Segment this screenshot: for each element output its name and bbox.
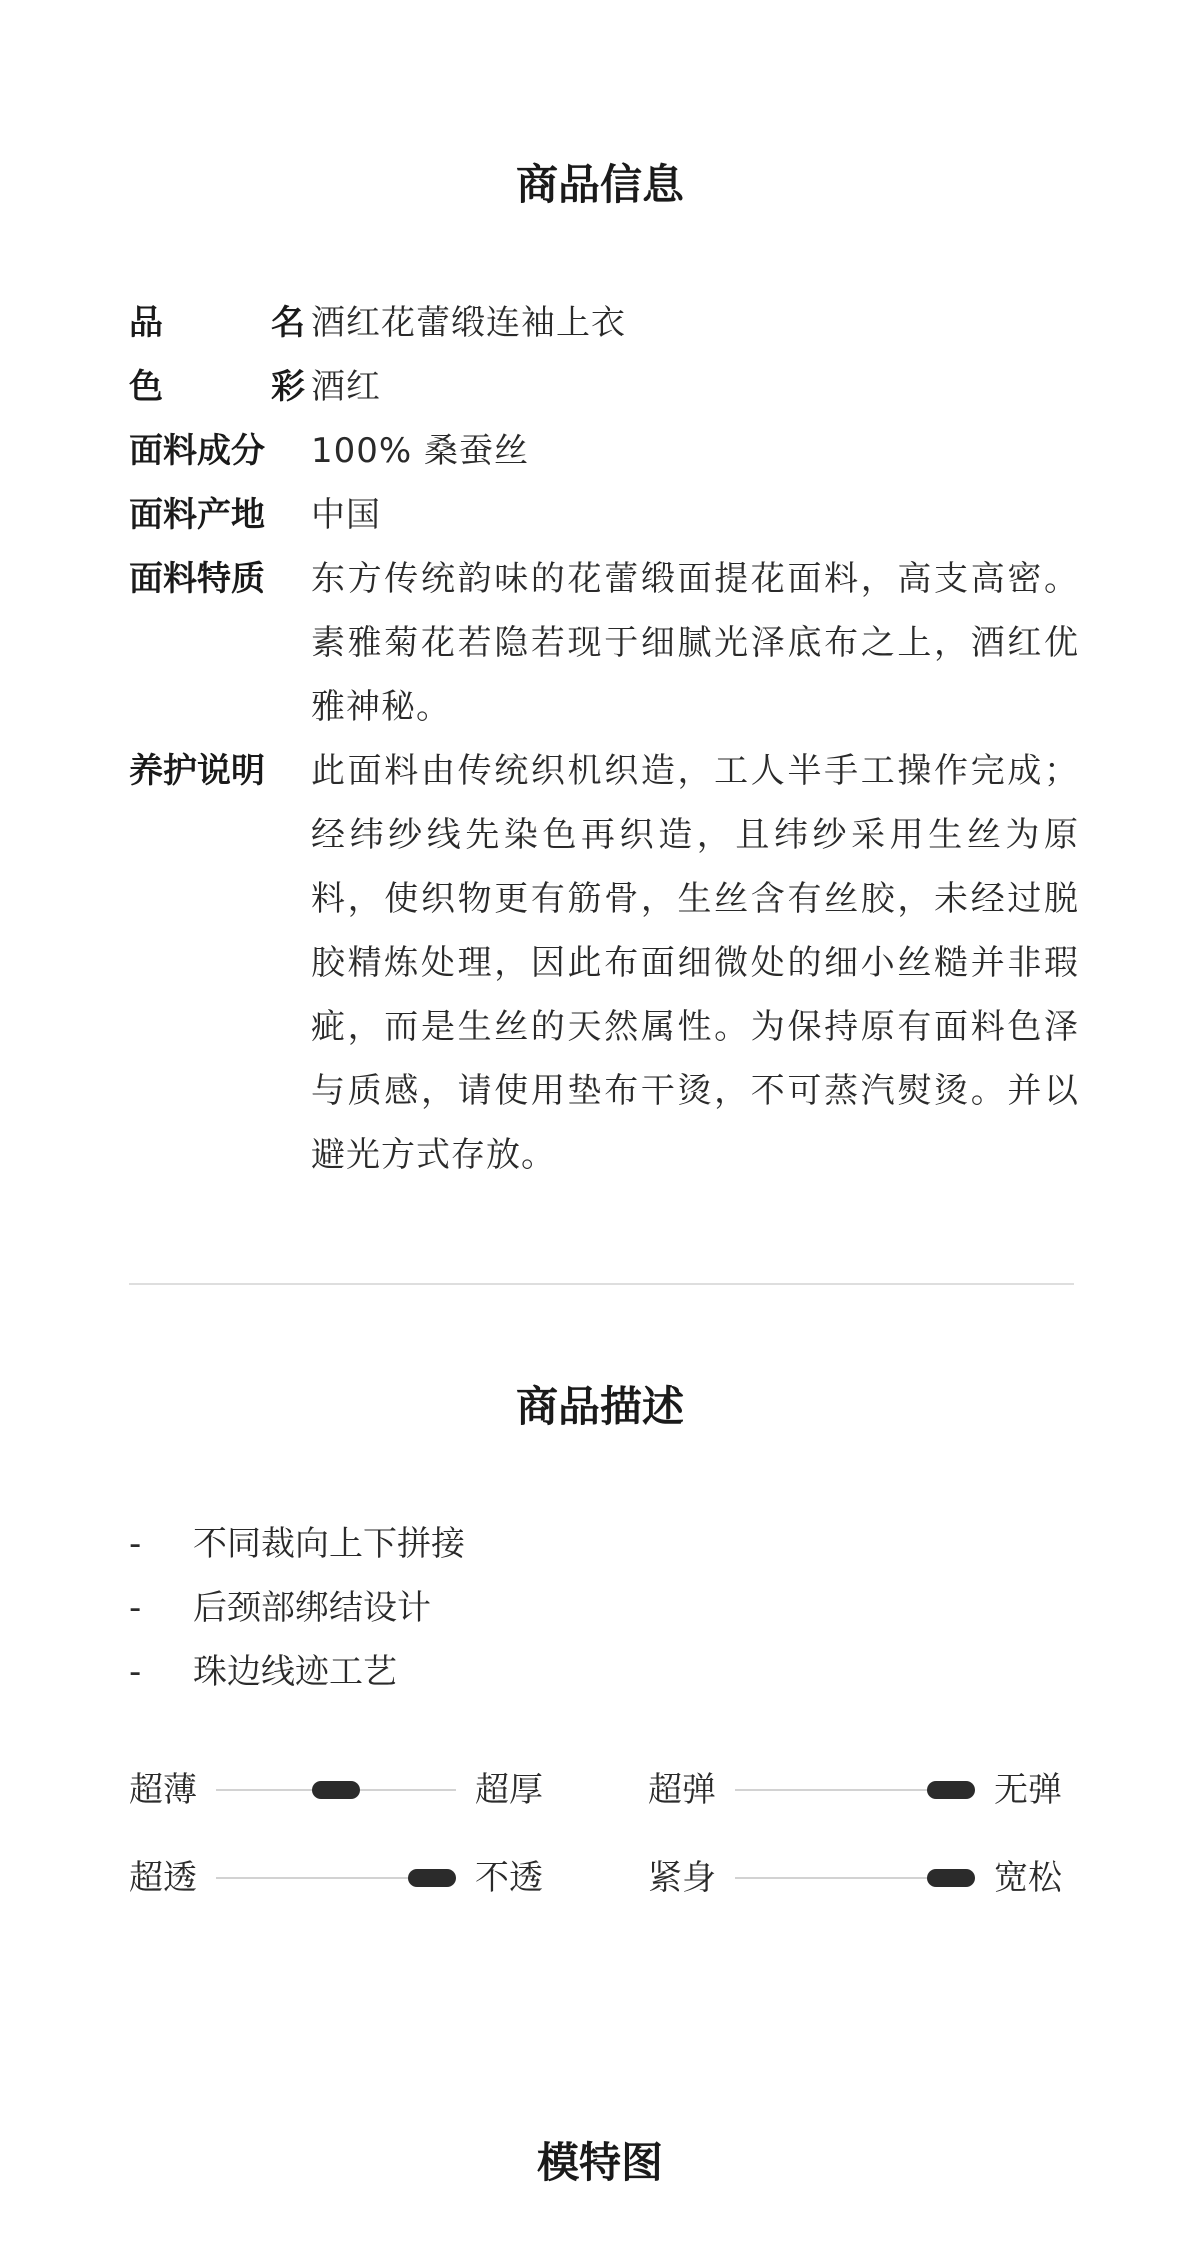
info-row-care: [129, 739, 1079, 1187]
info-label-fabric-features: 面料特质: [129, 559, 265, 599]
scale-left-label: 紧身: [648, 1858, 716, 1898]
info-value-composition: 100% 桑蚕丝: [311, 431, 530, 471]
info-label-color-char-2: 彩: [271, 367, 305, 407]
scale-transparency: [129, 1853, 543, 1903]
bullet-dash: -: [129, 1588, 142, 1628]
info-label-composition: 面料成分: [129, 431, 265, 471]
scale-track: [216, 1789, 456, 1791]
info-label-care: 养护说明: [129, 751, 265, 791]
scale-fit: [648, 1853, 1062, 1903]
scale-left-label: 超弹: [648, 1770, 716, 1810]
scale-knob: [927, 1781, 975, 1799]
scale-track: [735, 1789, 975, 1791]
scale-right-label: 宽松: [994, 1858, 1062, 1898]
list-item: [129, 1512, 465, 1576]
scale-right-label: 无弹: [994, 1770, 1062, 1810]
bullet-dash: -: [129, 1524, 142, 1564]
info-value-origin: 中国: [311, 495, 381, 535]
info-row-color: [129, 355, 1079, 419]
list-item-text: 不同裁向上下拼接: [193, 1524, 465, 1564]
scale-track: [216, 1877, 456, 1879]
info-value-fabric-features: 东方传统韵味的花蕾缎面提花面料，高支高密。素雅菊花若隐若现于细腻光泽底布之上，酒红优雅神秘。: [311, 559, 1079, 727]
info-label-name-char-1: 品: [129, 303, 163, 343]
scale-right-label: 超厚: [475, 1770, 543, 1810]
info-value-care: 此面料由传统织机织造，工人半手工操作完成；经纬纱线先染色再织造，且纬纱采用生丝为原料，使织物更有筋骨，生丝含有丝胶，未经过脱胶精炼处理，因此布面细微处的细小丝糙并非瑕疵，而是生丝的天然属性。为保持原有面料色泽与质感，请使用垫布干烫，不可蒸汽熨烫。并以避光方式存放。: [311, 751, 1079, 1175]
info-label-origin: 面料产地: [129, 495, 265, 535]
scale-track: [735, 1877, 975, 1879]
info-row-fabric-features: [129, 547, 1079, 739]
info-value-color: 酒红: [311, 367, 381, 407]
scale-right-label: 不透: [475, 1858, 543, 1898]
info-label-color-char-1: 色: [129, 367, 163, 407]
scale-thickness: [129, 1765, 543, 1815]
scale-knob: [927, 1869, 975, 1887]
scale-knob: [312, 1781, 360, 1799]
list-item: [129, 1576, 431, 1640]
info-value-name: 酒红花蕾缎连袖上衣: [311, 303, 626, 343]
list-item-text: 珠边线迹工艺: [193, 1652, 397, 1692]
model-section-title: 模特图: [536, 2138, 663, 2187]
scale-left-label: 超薄: [129, 1770, 197, 1810]
info-label-name-char-2: 名: [271, 303, 305, 343]
info-row-name: [129, 291, 1079, 355]
info-label-color: [129, 355, 309, 419]
product-info-title: 商品信息: [515, 160, 684, 209]
scale-knob: [408, 1869, 456, 1887]
scale-left-label: 超透: [129, 1858, 197, 1898]
scale-elasticity: [648, 1765, 1062, 1815]
info-row-origin: [129, 483, 1079, 547]
product-description-title: 商品描述: [515, 1382, 684, 1431]
list-item-text: 后颈部绑结设计: [193, 1588, 431, 1628]
info-label-name: [129, 291, 309, 355]
bullet-dash: -: [129, 1652, 142, 1692]
list-item: [129, 1640, 397, 1704]
section-divider: [129, 1283, 1074, 1285]
info-row-composition: [129, 419, 1079, 483]
